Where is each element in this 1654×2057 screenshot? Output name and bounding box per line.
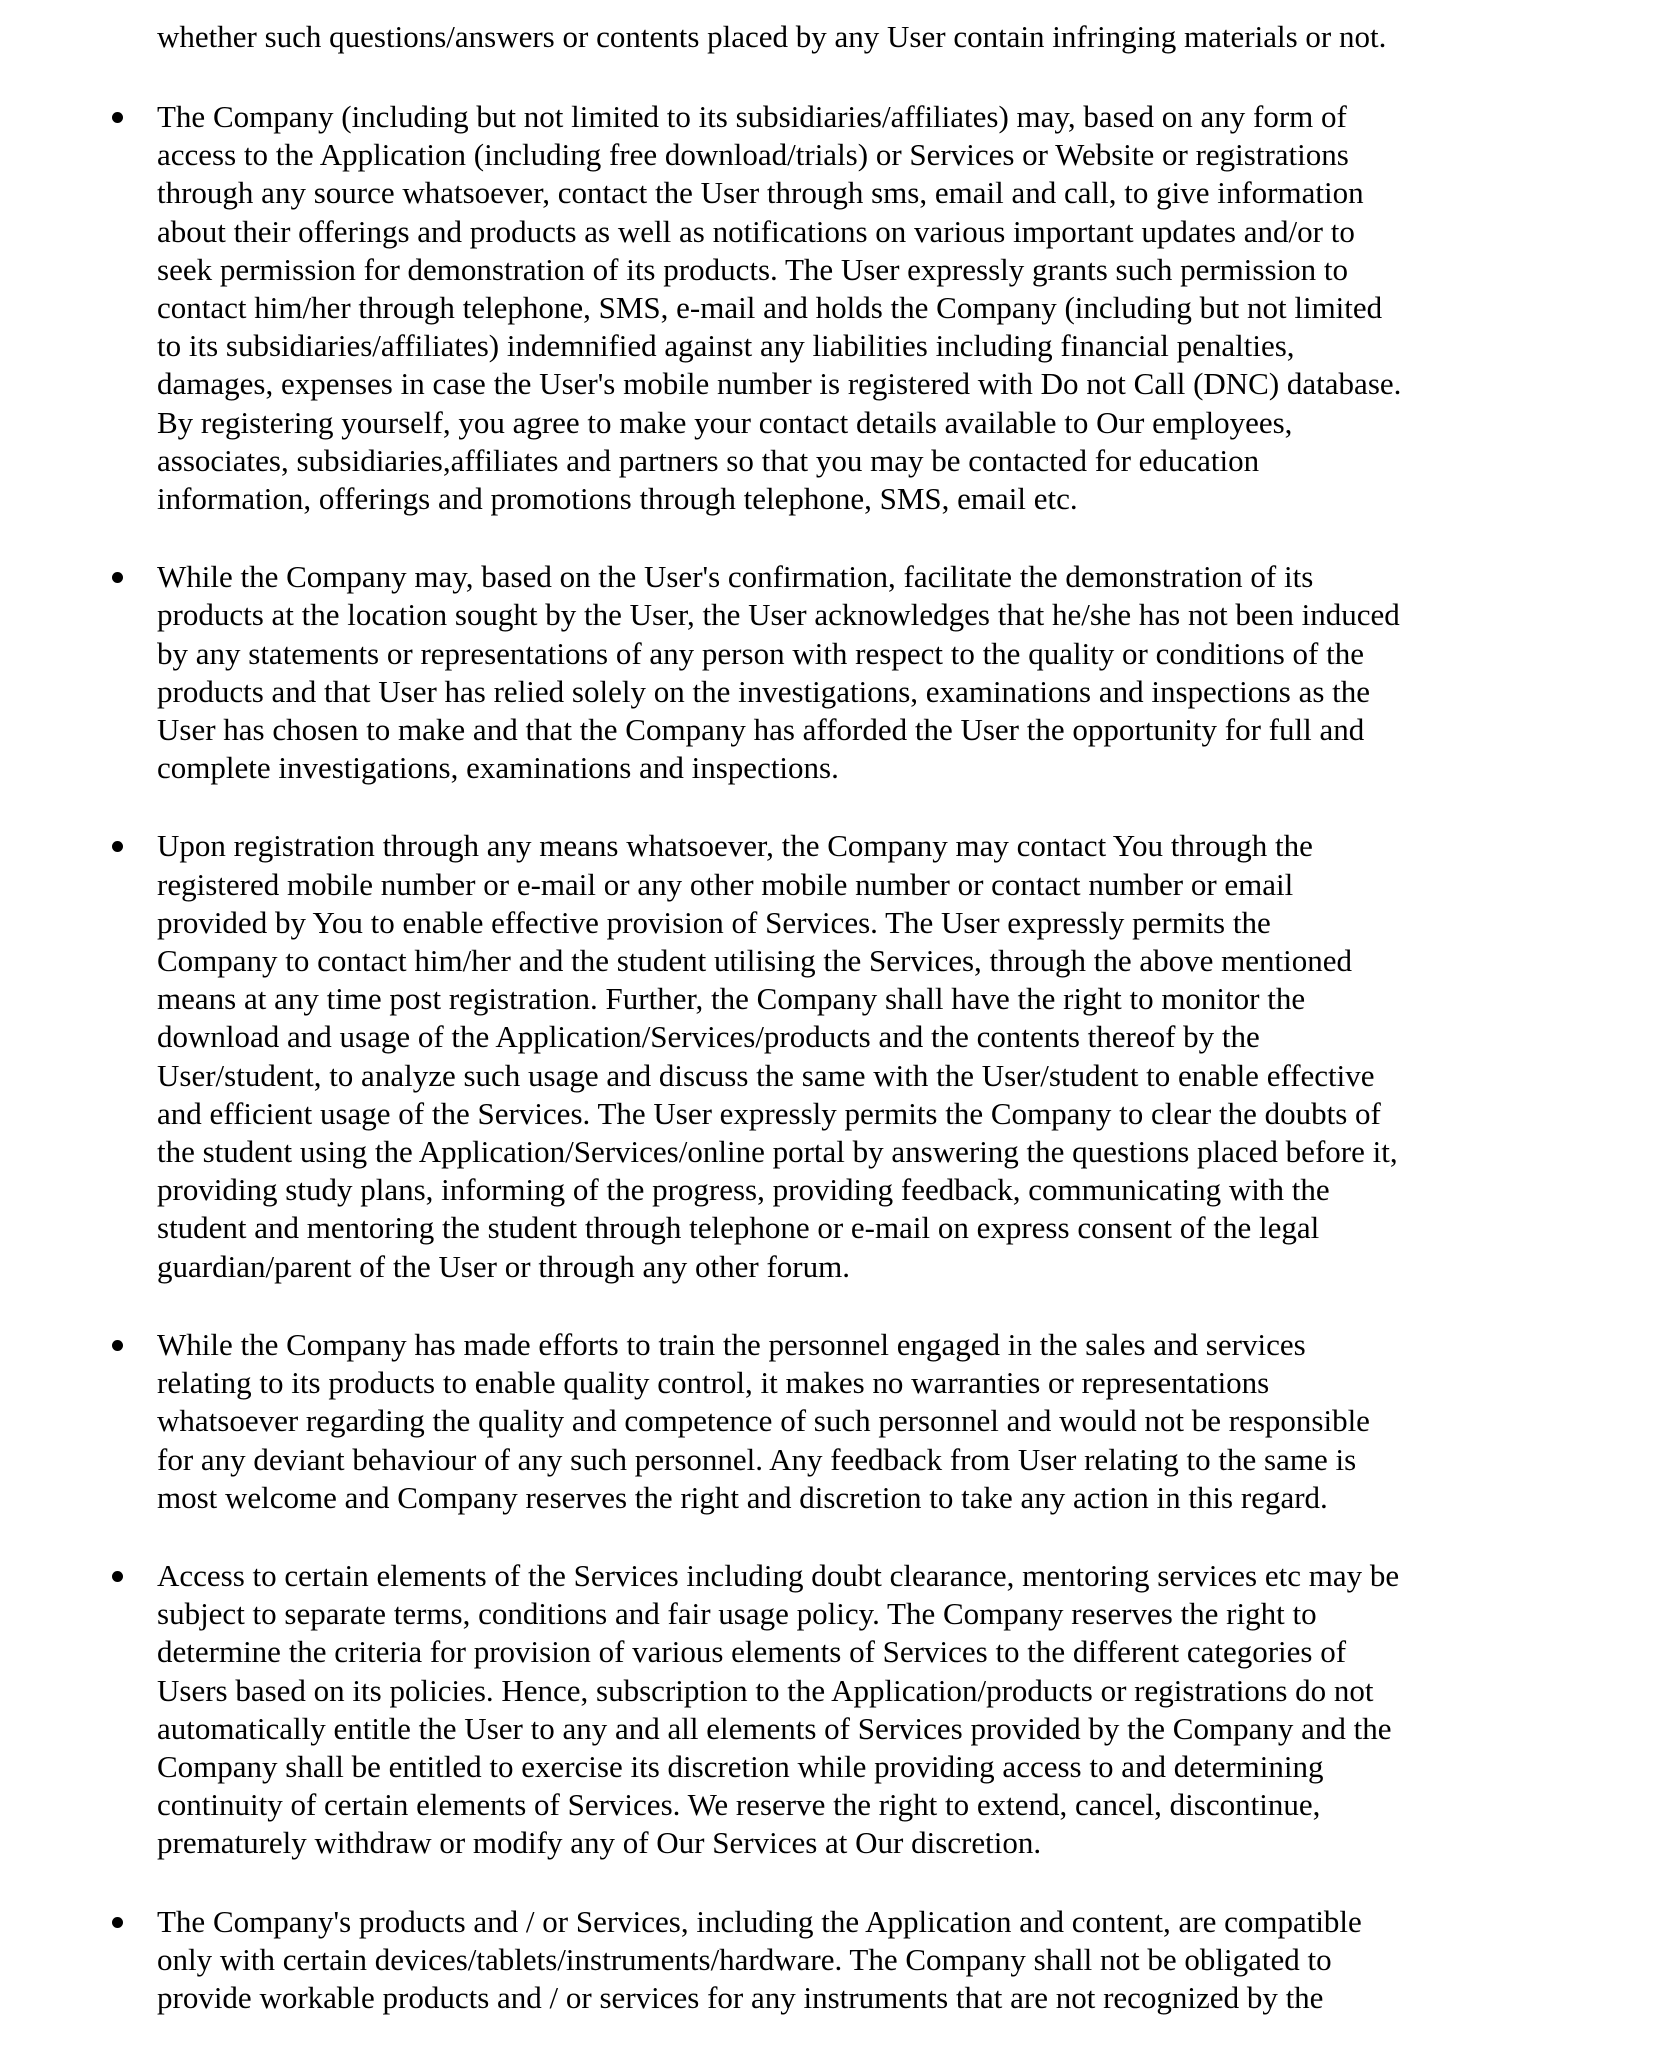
paragraph-line: Upon registration through any means whatsoever, the Company may contact You through the [157,828,1313,864]
paragraph-line: Company shall be entitled to exercise its discretion while providing access to and determining [157,1748,1324,1784]
paragraph-line: only with certain devices/tablets/instruments/hardware. The Company shall not be obligated to [157,1941,1332,1977]
paragraph-line: student and mentoring the student through telephone or e-mail on express consent of the legal [157,1210,1320,1246]
paragraph-line: for any deviant behaviour of any such personnel. Any feedback from User relating to the same is [157,1441,1357,1477]
paragraph-line: most welcome and Company reserves the right and discretion to take any action in this regard. [157,1479,1328,1515]
paragraph-line: relating to its products to enable quality control, it makes no warranties or representations [157,1365,1270,1401]
bullet-paragraph [157,98,1497,518]
paragraph-line: products and that User has relied solely on the investigations, examinations and inspections as the [157,673,1371,709]
paragraph-line: whatsoever regarding the quality and competence of such personnel and would not be responsible [157,1403,1370,1439]
bullet-paragraph [157,1557,1497,1863]
paragraph-line: complete investigations, examinations and inspections. [157,750,839,786]
paragraph-line: seek permission for demonstration of its products. The User expressly grants such permission to [157,251,1349,287]
bullet-dot-icon [112,112,123,123]
paragraph-line: through any source whatsoever, contact the User through sms, email and call, to give information [157,175,1364,211]
bullet-paragraph [157,558,1497,787]
bullet-list [0,98,1654,2057]
paragraph-line: While the Company may, based on the User's confirmation, facilitate the demonstration of its [157,559,1314,595]
paragraph-line: download and usage of the Application/Services/products and the contents thereof by the [157,1019,1260,1055]
paragraph-line: Access to certain elements of the Services including doubt clearance, mentoring services etc may be [157,1557,1400,1593]
paragraph-line: subject to separate terms, conditions and fair usage policy. The Company reserves the right to [157,1596,1317,1632]
paragraph-line: While the Company has made efforts to train the personnel engaged in the sales and services [157,1326,1306,1362]
paragraph-line: automatically entitle the User to any and all elements of Services provided by the Company and the [157,1710,1392,1746]
paragraph-line: damages, expenses in case the User's mobile number is registered with Do not Call (DNC) database. [157,366,1402,402]
intro-line: whether such questions/answers or contents placed by any User contain infringing materials or not. [157,19,1387,54]
bullet-item [0,1557,1654,1863]
paragraph-line: the student using the Application/Services/online portal by answering the questions placed before it, [157,1134,1398,1170]
paragraph-line: User has chosen to make and that the Company has afforded the User the opportunity for full and [157,712,1365,748]
paragraph-line: guardian/parent of the User or through any other forum. [157,1248,850,1284]
paragraph-line: prematurely withdraw or modify any of Our Services at Our discretion. [157,1825,1042,1861]
paragraph-line: means at any time post registration. Further, the Company shall have the right to monitor the [157,981,1306,1017]
paragraph-line: continuity of certain elements of Services. We reserve the right to extend, cancel, discontinue, [157,1787,1321,1823]
bullet-paragraph [157,1903,1497,2018]
paragraph-line: by any statements or representations of any person with respect to the quality or conditions of the [157,635,1364,671]
bullet-item [0,558,1654,787]
paragraph-line: provided by You to enable effective provision of Services. The User expressly permits the [157,904,1271,940]
paragraph-line: and efficient usage of the Services. The User expressly permits the Company to clear the doubts of [157,1095,1381,1131]
bullet-dot-icon [112,841,123,852]
paragraph-line: access to the Application (including free download/trials) or Services or Website or registrations [157,137,1349,173]
bullet-paragraph [157,827,1497,1285]
paragraph-line: information, offerings and promotions through telephone, SMS, email etc. [157,481,1078,517]
paragraph-line: By registering yourself, you agree to make your contact details available to Our employees, [157,404,1293,440]
bullet-item [0,1903,1654,2018]
paragraph-line: about their offerings and products as well as notifications on various important updates and/or to [157,213,1355,249]
paragraph-line: to its subsidiaries/affiliates) indemnified against any liabilities including financial penalties, [157,328,1295,364]
paragraph-line: Users based on its policies. Hence, subscription to the Application/products or registrations do not [157,1672,1374,1708]
paragraph-line: contact him/her through telephone, SMS, e-mail and holds the Company (including but not limited [157,290,1383,326]
paragraph-line: User/student, to analyze such usage and discuss the same with the User/student to enable effective [157,1057,1375,1093]
paragraph-line: products at the location sought by the User, the User acknowledges that he/she has not been induced [157,597,1400,633]
paragraph-line: Company to contact him/her and the student utilising the Services, through the above mentioned [157,943,1352,979]
bullet-paragraph [157,1326,1497,1517]
bullet-item [0,1326,1654,1517]
paragraph-line: providing study plans, informing of the progress, providing feedback, communicating with the [157,1172,1330,1208]
bullet-item [0,98,1654,518]
bullet-dot-icon [112,1917,123,1928]
paragraph-line: provide workable products and / or services for any instruments that are not recognized by the [157,1979,1324,2015]
bullet-dot-icon [112,1340,123,1351]
bullet-dot-icon [112,572,123,583]
bullet-dot-icon [112,1571,123,1582]
bullet-item [0,827,1654,1285]
paragraph-line: registered mobile number or e-mail or any other mobile number or contact number or email [157,866,1294,902]
paragraph-line: The Company (including but not limited to its subsidiaries/affiliates) may, based on any form of [157,99,1347,134]
paragraph-line: determine the criteria for provision of various elements of Services to the different categories of [157,1634,1347,1670]
paragraph-line: The Company's products and / or Services, including the Application and content, are compatible [157,1903,1362,1939]
paragraph-line: associates, subsidiaries,affiliates and partners so that you may be contacted for education [157,442,1260,478]
